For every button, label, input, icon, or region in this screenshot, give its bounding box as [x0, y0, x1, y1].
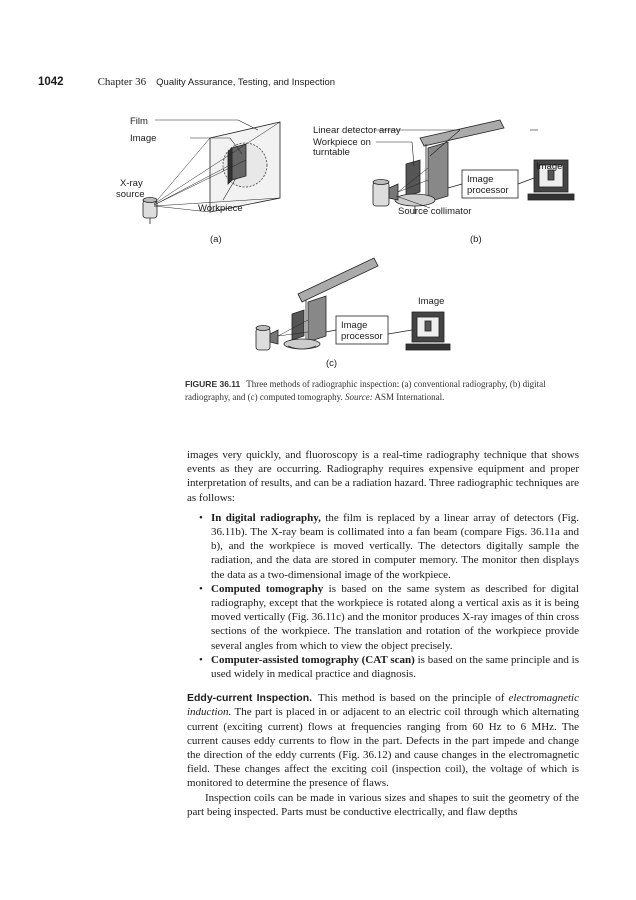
list-item: • In digital radiography, the film is replaced by a linear array of detectors (Fig. 36.11b). The X-ray beam is collimated into a fan beam (compare Figs. 36.11a and b), and the workpiece is moved vertically. The detectors digitally sample the radiation, and the data are stored in computer memory. The monitor then displays the data as a two-dimensional image of the workpiece.: [199, 511, 579, 581]
list-item-term: Computed tomography: [211, 582, 324, 595]
running-header: [38, 76, 335, 88]
caption-source-label: Source:: [345, 392, 373, 402]
label-turntable: turntable: [313, 147, 350, 158]
technique-list: [187, 511, 579, 681]
label-xray: X-ray: [120, 178, 143, 189]
label-linear-detector: Linear detector array: [313, 125, 401, 136]
eddy-emphasis: electromagnetic induction.: [187, 692, 579, 719]
list-item: • Computed tomography is based on the same system as described for digital radiography, except that the workpiece is rotated along a vertical axis as it is being moved vertically (Fig. 36.11c) and the monitor produces X-ray images of thin cross sections of the workpiece. The translation and rotation of the workpiece provide several angles from which to view the object precisely.: [199, 582, 580, 652]
radiography-diagram: [116, 108, 590, 369]
label-image-c: Image: [418, 296, 445, 307]
eddy-text-1: This method is based on the principle of: [318, 692, 509, 705]
eddy-current-paragraph: [187, 691, 579, 790]
label-workpiece-on: Workpiece on: [313, 137, 371, 148]
list-item-term: In digital radiography,: [211, 511, 321, 524]
eddy-text-2: The part is placed in or adjacent to an electric coil through which alternating current (exciting current) flows at frequencies ranging from 60 Hz to 6 MHz. The current causes eddy currents to flow in the part. Defects in the part impede and change the direction of the eddy currents (Fig. 36.12) and cause changes in the electromagnetic field. These changes affect the exciting coil (inspection coil), the voltage of which is monitored to determine the presence of flaws.: [187, 706, 579, 790]
chapter-label: Chapter 36: [97, 76, 147, 88]
list-item-text: is based on the same principle and is used widely in medical practice and diagnosis.: [211, 653, 579, 681]
list-item-text: the film is replaced by a linear array of detectors (Fig. 36.11b). The X-ray beam is collimated into a fan beam (compare Figs. 36.11a and b), and the workpiece is moved vertically. The detectors digitally sample the radiation, and the data are stored in computer memory. The monitor then displays the data as a two-dimensional image of the workpiece.: [211, 511, 579, 581]
list-item-text: is based on the same system as described for digital radiography, except that the workpiece is rotated along a vertical axis as it is being moved vertically (Fig. 36.11c) and the monitor produces X-ray images of thin cross sections of the workpiece. The translation and rotation of the workpiece provide several angles from which to view the object precisely.: [211, 582, 580, 652]
panel-label-c: (c): [326, 358, 338, 369]
caption-text: Three methods of radiographic inspection: (a) conventional radiography, (b) digital radiography, and (c) computed tomography.: [185, 379, 546, 402]
label-image-b: Image: [536, 161, 563, 172]
page-number: 1042: [38, 76, 64, 88]
figure-label: FIGURE 36.11: [185, 379, 241, 389]
section-heading: Eddy-current Inspection.: [187, 692, 313, 705]
label-source: source: [116, 189, 145, 200]
label-processor-b2: processor: [467, 185, 509, 196]
caption-source: ASM International.: [372, 392, 445, 402]
label-processor-c2: processor: [341, 331, 383, 342]
chapter-title: Quality Assurance, Testing, and Inspection: [156, 77, 336, 88]
list-item: • Computer-assisted tomography (CAT scan) is based on the same principle and is used widely in medical practice and diagnosis.: [199, 653, 579, 681]
panel-label-a: (a): [210, 234, 222, 245]
figure-caption: [185, 378, 577, 404]
label-film: Film: [130, 116, 148, 127]
label-processor-c1: Image: [341, 320, 368, 331]
label-image-a: Image: [130, 133, 157, 144]
list-item-term: Computer-assisted tomography (CAT scan): [211, 653, 415, 666]
panel-label-b: (b): [470, 234, 482, 245]
label-processor-b1: Image: [467, 174, 494, 185]
label-source-collimator: Source collimator: [398, 206, 472, 217]
label-workpiece-a: Workpiece: [198, 203, 243, 214]
body-text: [187, 448, 579, 819]
figure-36-11: [116, 108, 590, 369]
inspection-coils-paragraph: Inspection coils can be made in various sizes and shapes to suit the geometry of the part being inspected. Parts must be conductive electrically, and flaw depths: [187, 791, 579, 818]
intro-paragraph: images very quickly, and fluoroscopy is a real-time radiography technique that shows events as they are occurring. Radiography requires expensive equipment and proper interpretation of results, and can be a radiation hazard. Three radiographic techniques are as follows:: [187, 449, 579, 504]
